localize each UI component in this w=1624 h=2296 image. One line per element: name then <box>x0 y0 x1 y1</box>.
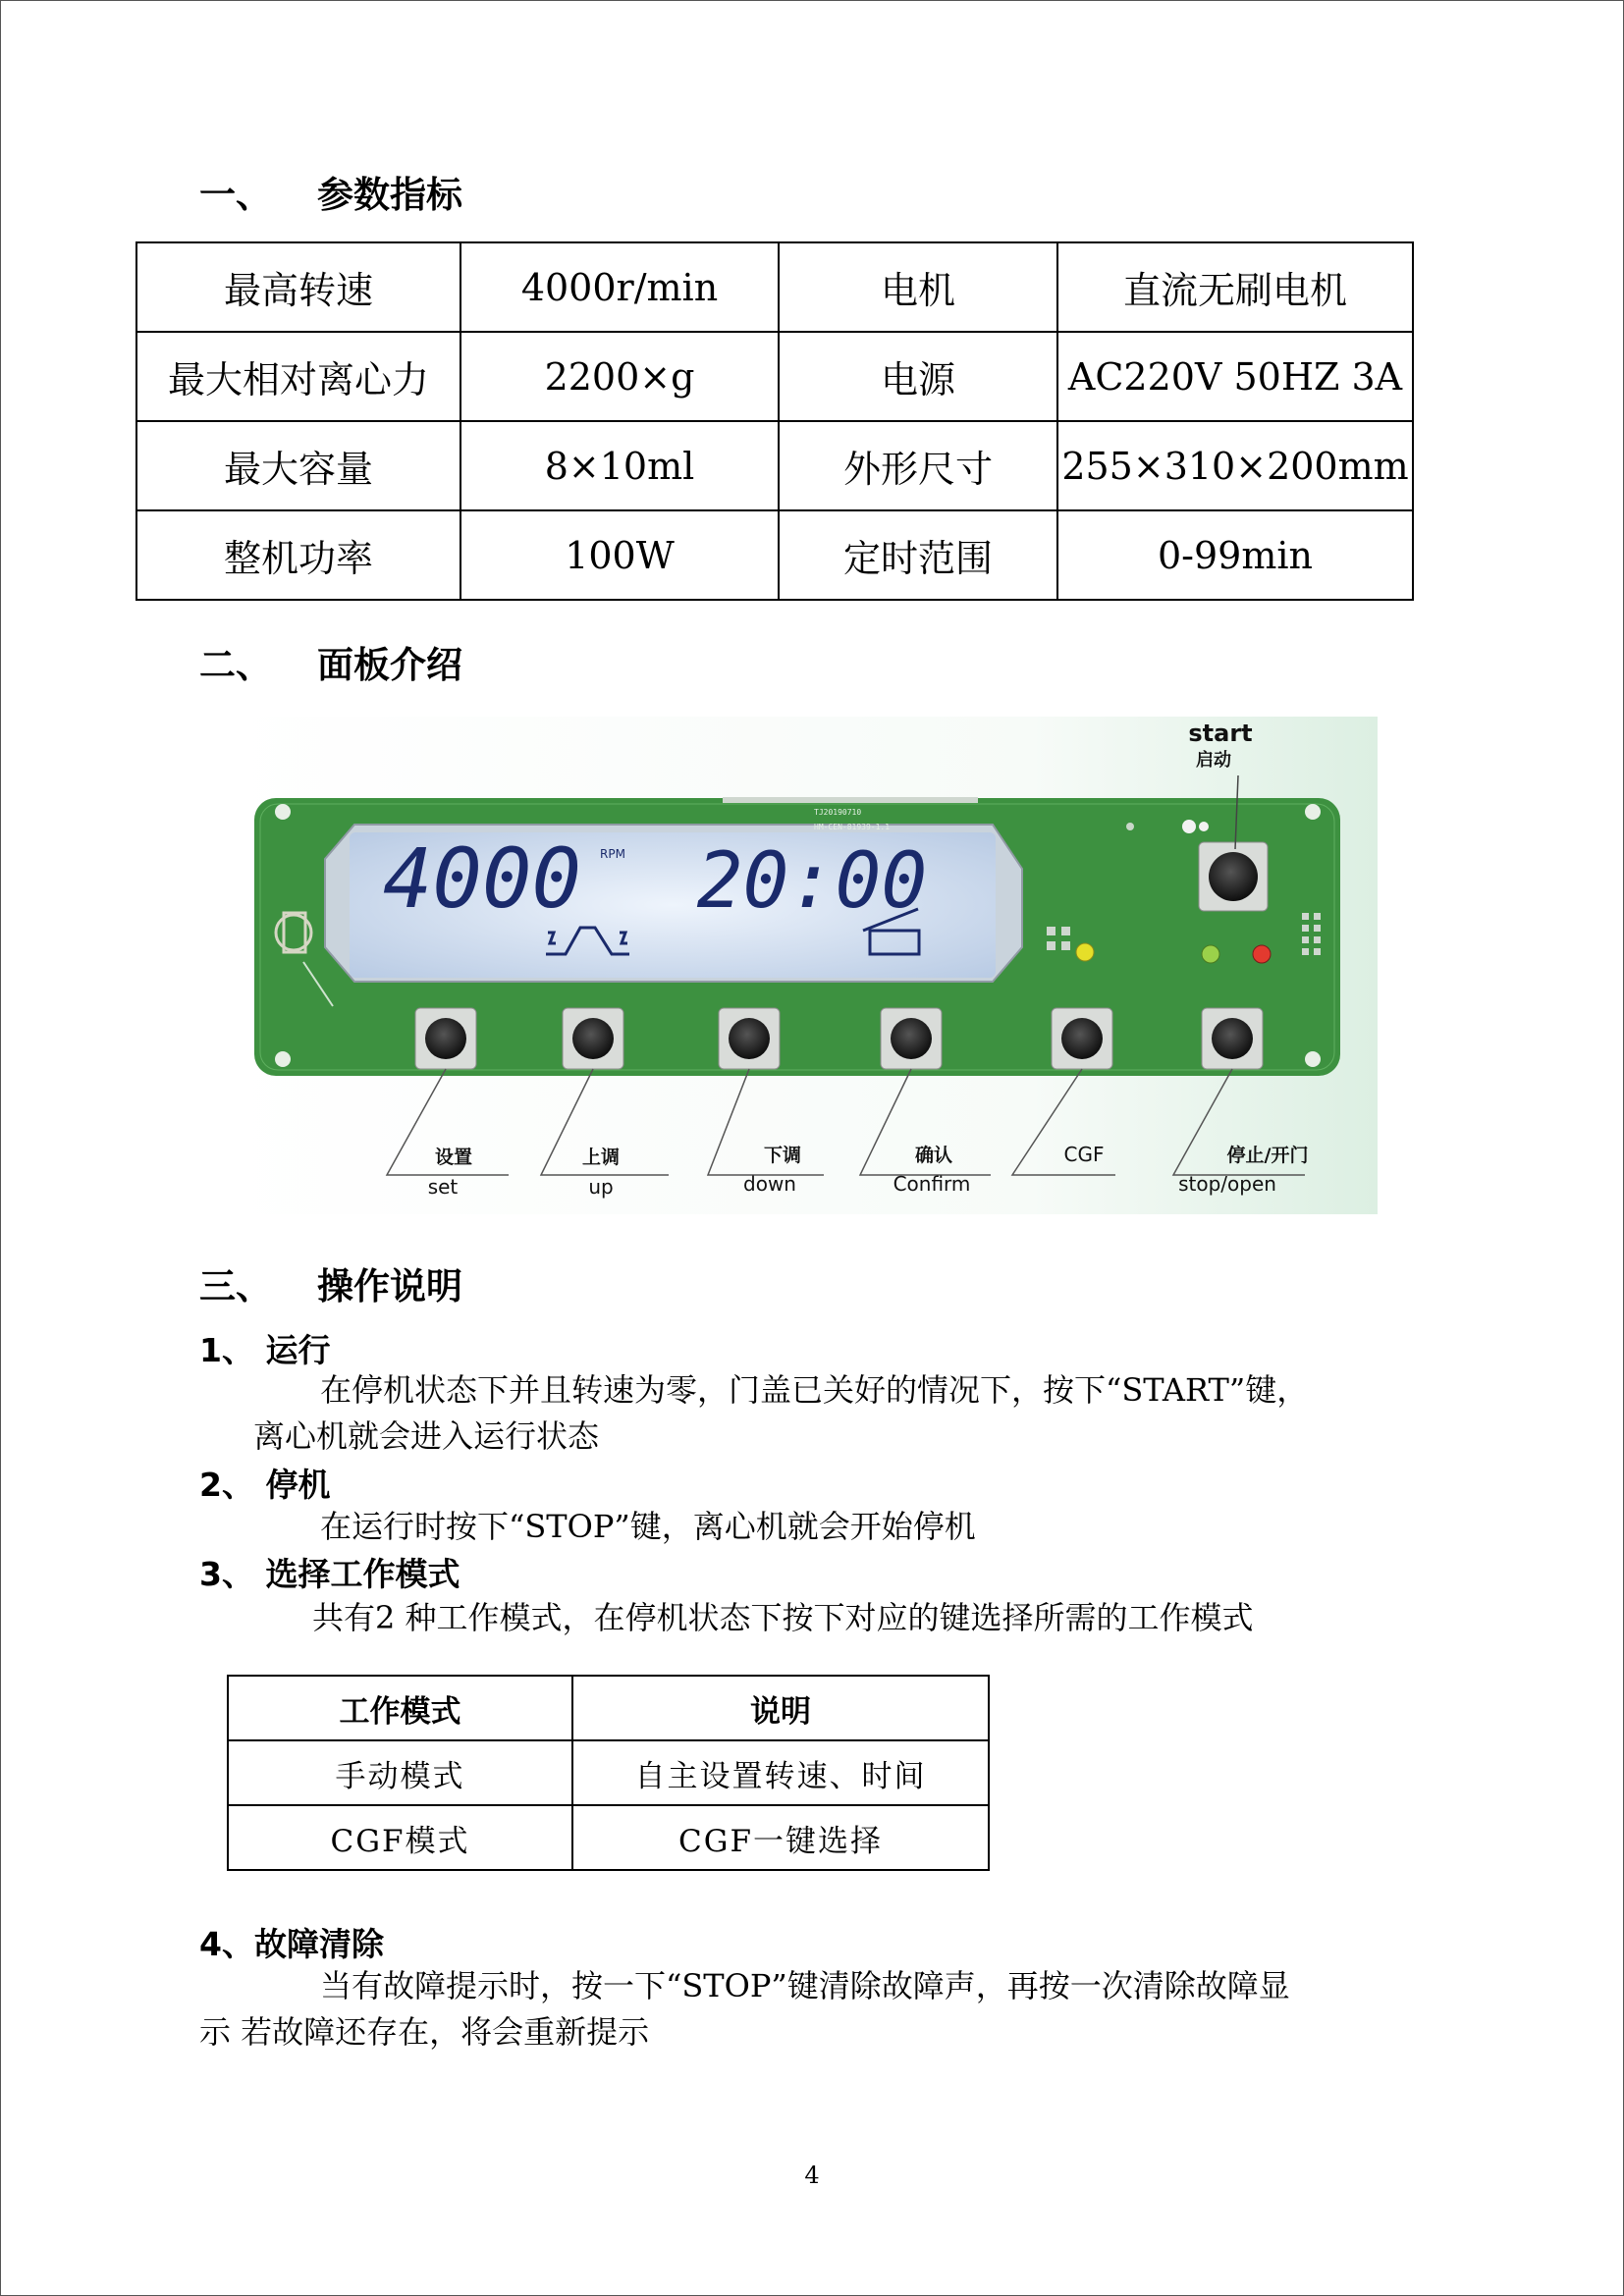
table-cell: 最大容量 <box>136 421 460 510</box>
confirm-label-zh: 确认 <box>914 1145 953 1166</box>
section-1-title: 参数指标 <box>317 174 462 216</box>
cgf-button[interactable] <box>1052 1008 1112 1069</box>
table-row <box>136 242 1413 332</box>
table-cell: 直流无刷电机 <box>1057 242 1413 332</box>
section-1-number: 一、 <box>199 174 272 216</box>
table-row <box>136 332 1413 421</box>
table-header-cell: 工作模式 <box>228 1676 572 1740</box>
start-label: start <box>1188 720 1253 747</box>
section-2-heading <box>199 635 462 688</box>
table-cell: 电机 <box>779 242 1057 332</box>
op-2-heading: 2、 停机 <box>199 1466 331 1504</box>
section-2-number: 二、 <box>199 644 272 686</box>
up-button[interactable] <box>563 1008 623 1069</box>
table-cell: 255×310×200mm <box>1057 421 1413 510</box>
confirm-button[interactable] <box>881 1008 942 1069</box>
op-1-heading: 1、 运行 <box>199 1331 331 1369</box>
table-cell: 2200×g <box>460 332 779 421</box>
table-cell: 整机功率 <box>136 510 460 600</box>
lcd-time: 20:00 <box>696 837 928 926</box>
table-cell: 电源 <box>779 332 1057 421</box>
section-1-heading <box>199 165 462 218</box>
pcb-code-1: TJ20190710 <box>814 808 862 817</box>
table-cell: CGF一键选择 <box>572 1805 989 1870</box>
up-label-zh: 上调 <box>581 1147 621 1168</box>
up-label-en: up <box>588 1175 614 1199</box>
op-1-text-line-1: 在停机状态下并且转速为零，门盖已关好的情况下，按下“START”键， <box>320 1371 1309 1409</box>
green-led <box>1202 945 1219 963</box>
red-led <box>1253 945 1271 963</box>
table-cell: AC220V 50HZ 3A <box>1057 332 1413 421</box>
start-label-zh: 启动 <box>1196 750 1231 771</box>
table-cell: 自主设置转速、时间 <box>572 1740 989 1805</box>
down-label-en: down <box>743 1172 796 1196</box>
op-2-text-line-1: 在运行时按下“STOP”键，离心机就会开始停机 <box>320 1508 976 1545</box>
table-cell: CGF模式 <box>228 1805 572 1870</box>
table-row <box>228 1805 989 1870</box>
stop-open-label-en: stop/open <box>1178 1172 1276 1196</box>
table-cell: 100W <box>460 510 779 600</box>
down-button[interactable] <box>719 1008 780 1069</box>
stop-open-label-zh: 停止/开门 <box>1226 1145 1309 1166</box>
down-label-zh: 下调 <box>763 1145 802 1166</box>
section-3-title: 操作说明 <box>317 1265 462 1308</box>
lcd-speed: 4000 <box>382 830 582 927</box>
set-label-zh: 设置 <box>434 1147 473 1168</box>
table-row <box>136 421 1413 510</box>
section-2-title: 面板介绍 <box>317 644 462 686</box>
table-cell: 8×10ml <box>460 421 779 510</box>
op-1-text-line-2: 离心机就会进入运行状态 <box>253 1417 600 1455</box>
table-cell: 外形尺寸 <box>779 421 1057 510</box>
op-4-text-line-2: 示 若故障还存在，将会重新提示 <box>199 2013 650 2051</box>
op-3-heading: 3、 选择工作模式 <box>199 1555 460 1593</box>
op-4-heading: 4、故障清除 <box>199 1925 384 1963</box>
section-3-number: 三、 <box>199 1265 272 1308</box>
page-number: 4 <box>804 2162 820 2189</box>
table-cell: 最大相对离心力 <box>136 332 460 421</box>
cgf-label: CGF <box>1063 1143 1105 1166</box>
table-row <box>136 510 1413 600</box>
stop-open-button[interactable] <box>1202 1008 1263 1069</box>
mode-table <box>227 1675 990 1871</box>
table-cell: 最高转速 <box>136 242 460 332</box>
table-row <box>228 1740 989 1805</box>
pcb-code-2: HM-CEN-81939-1.1 <box>814 823 891 831</box>
table-cell: 手动模式 <box>228 1740 572 1805</box>
set-button[interactable] <box>415 1008 476 1069</box>
spec-table <box>135 241 1414 601</box>
section-3-heading <box>199 1256 462 1309</box>
table-header-cell: 说明 <box>572 1676 989 1740</box>
table-cell: 4000r/min <box>460 242 779 332</box>
op-4-text-line-1: 当有故障提示时，按一下“STOP”键清除故障声，再按一次清除故障显 <box>320 1967 1290 2004</box>
table-header-row <box>228 1676 989 1740</box>
lcd-rpm-unit: RPM <box>600 847 625 861</box>
confirm-label-en: Confirm <box>893 1172 971 1196</box>
table-cell: 0-99min <box>1057 510 1413 600</box>
set-label-en: set <box>427 1175 459 1199</box>
yellow-led <box>1076 943 1094 961</box>
control-panel-image <box>227 717 1378 1214</box>
op-3-text-line-1: 共有2 种工作模式，在停机状态下按下对应的键选择所需的工作模式 <box>312 1599 1254 1636</box>
start-button[interactable] <box>1199 842 1268 911</box>
table-cell: 定时范围 <box>779 510 1057 600</box>
